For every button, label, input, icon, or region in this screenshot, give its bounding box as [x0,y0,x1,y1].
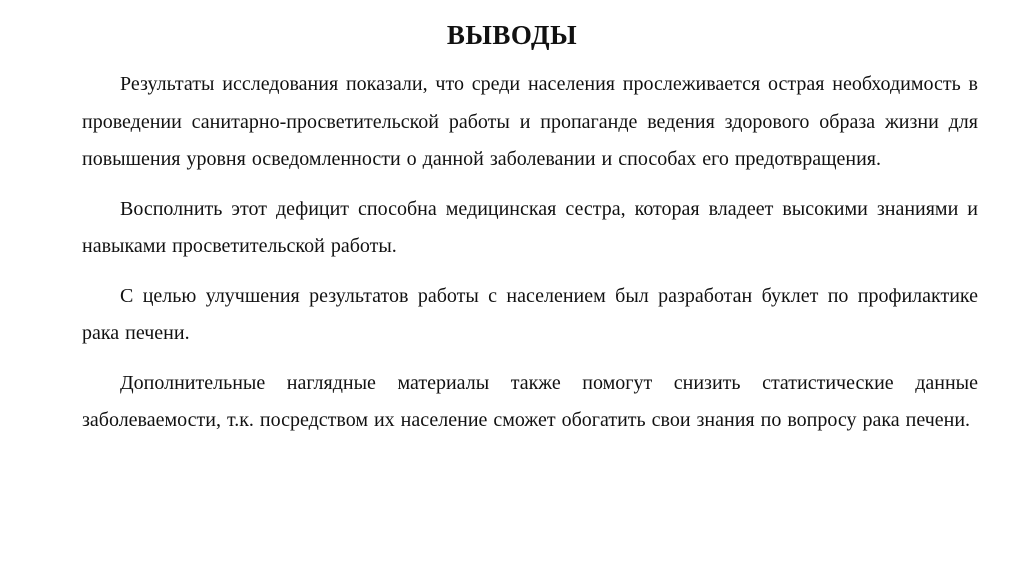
slide-title: ВЫВОДЫ [446,20,578,50]
slide-body [82,66,978,452]
paragraph-booklet: С целью улучшения результатов работы с населением был разработан буклет по профилактике рака печени. [82,284,978,344]
paragraph-visual-materials: Дополнительные наглядные материалы также помогут снизить статистические данные заболеваемости, т.к. посредством их население сможет обогатить свои знания по вопросу рака печени. [82,371,978,431]
paragraph-research-results: Результаты исследования показали, что среди населения прослеживается острая необходимость в проведении санитарно-просветительской работы и пропаганде ведения здорового образа жизни для повышения уровня осведомленности о данной заболевании и способах его предотвращения. [82,73,978,170]
paragraph-nurse-role: Восполнить этот дефицит способна медицинская сестра, которая владеет высокими знаниями и навыками просветительской работы. [82,197,978,257]
